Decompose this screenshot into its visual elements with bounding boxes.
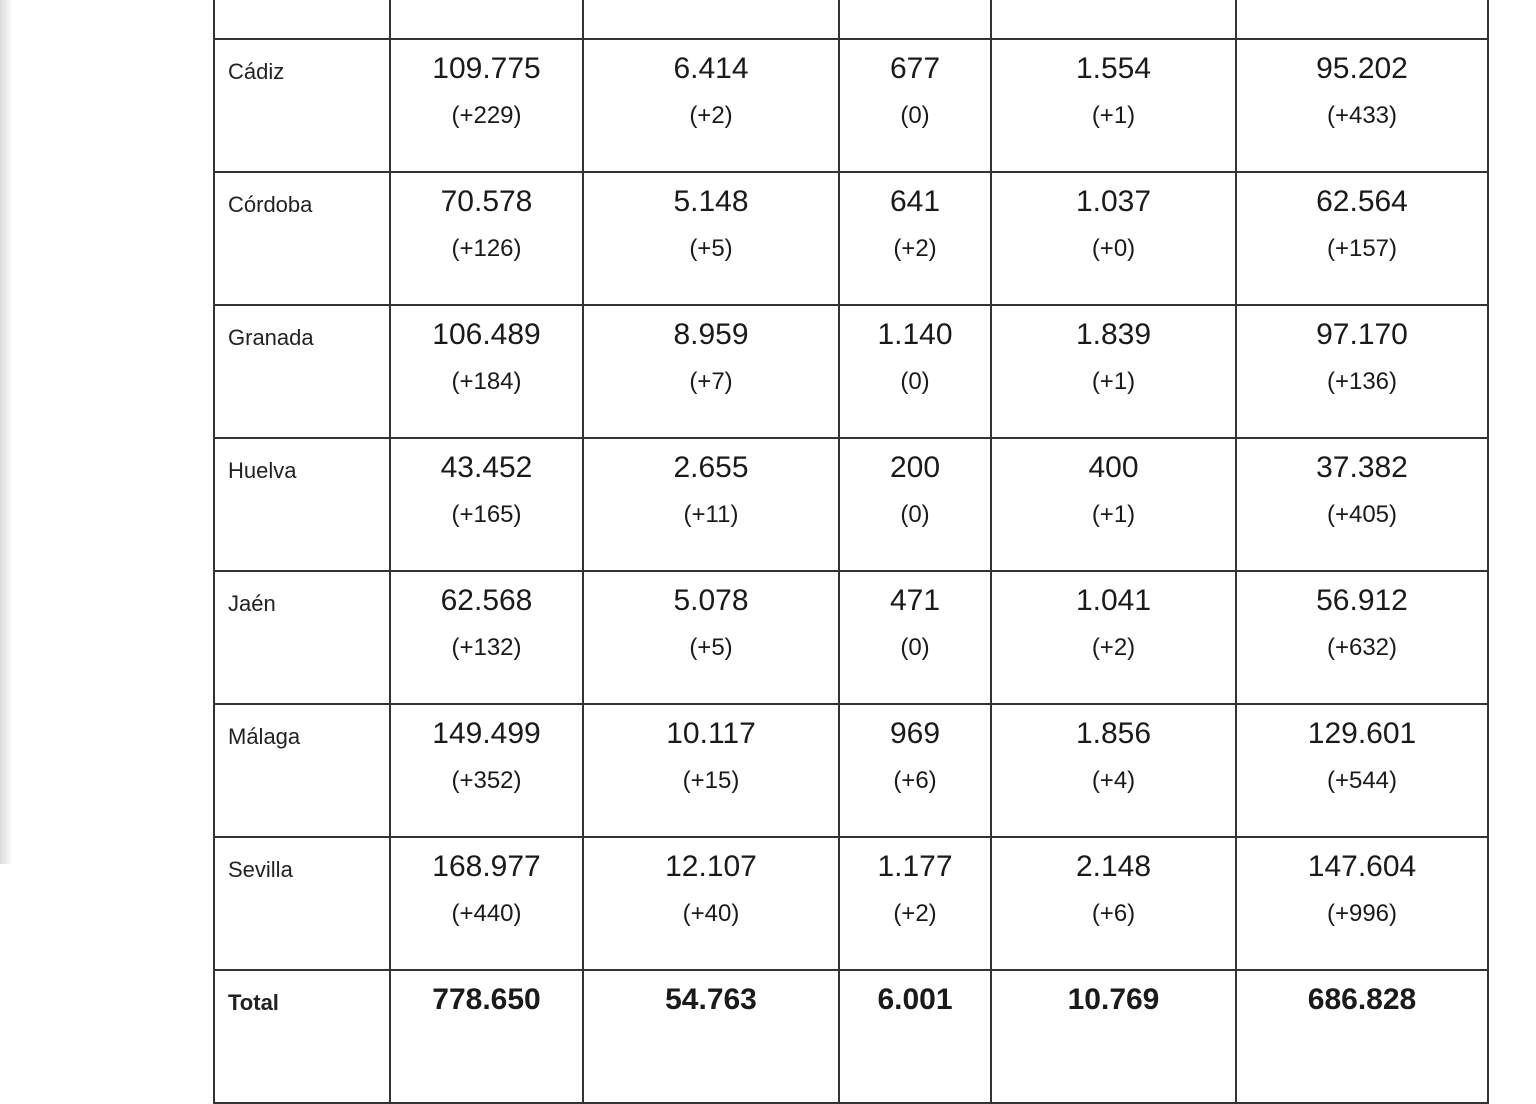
province-name: Córdoba	[214, 172, 390, 305]
table-cell	[1236, 305, 1488, 438]
table-cell	[1236, 39, 1488, 172]
cell-value: 6.414	[673, 52, 749, 85]
cell-delta: (0)	[900, 102, 930, 129]
cell-value: 5.078	[673, 584, 749, 617]
table-cell	[583, 837, 839, 970]
cell-value: 8.959	[673, 318, 749, 351]
cell-value: 95.202	[1316, 52, 1408, 85]
cell-value: 2.655	[673, 451, 749, 484]
table-cell	[583, 305, 839, 438]
province-name: Jaén	[214, 571, 390, 704]
table-cell	[1236, 704, 1488, 837]
cell-value: 471	[889, 584, 941, 617]
cell-delta: (+5)	[689, 235, 733, 262]
cell-delta: (+440)	[451, 900, 522, 927]
table-cell	[583, 0, 839, 39]
table-cell	[839, 837, 991, 970]
cell-value: 56.912	[1316, 584, 1408, 617]
table-cell	[839, 704, 991, 837]
cell-value: 1.856	[1075, 717, 1152, 750]
table-cell	[839, 39, 991, 172]
table-cell	[839, 438, 991, 571]
table-row	[214, 438, 1488, 571]
covid-province-table	[213, 0, 1489, 1104]
cell-value: 686.828	[1307, 983, 1417, 1016]
province-name: Cádiz	[214, 39, 390, 172]
table-row	[214, 39, 1488, 172]
cell-delta: (+6)	[1091, 900, 1136, 927]
table-cell	[583, 970, 839, 1103]
cell-value: 54.763	[665, 983, 757, 1016]
cell-delta: (+40)	[682, 900, 740, 927]
cell-delta: (+0)	[1091, 235, 1136, 262]
cell-value: 1.554	[1075, 52, 1152, 85]
cell-delta: (+5)	[689, 634, 733, 661]
cell-value: 62.564	[1316, 185, 1408, 218]
cell-value: 400	[1088, 451, 1139, 484]
cell-delta: (+405)	[1326, 501, 1398, 528]
table-cell	[839, 172, 991, 305]
table-row	[214, 0, 1488, 39]
table-cell	[991, 438, 1236, 571]
table-cell	[1236, 837, 1488, 970]
table-cell	[991, 704, 1236, 837]
cell-value: 1.177	[877, 850, 953, 883]
table-cell	[839, 305, 991, 438]
cell-value: 106.489	[432, 318, 541, 351]
table-row	[214, 172, 1488, 305]
table-cell	[839, 571, 991, 704]
table-cell	[991, 0, 1236, 39]
table-cell	[390, 39, 583, 172]
cell-value: 12.107	[665, 850, 757, 883]
cell-value: 1.041	[1075, 584, 1152, 617]
cell-delta: (+229)	[451, 102, 522, 129]
cell-value: 10.117	[666, 717, 756, 750]
cell-delta: (0)	[900, 501, 930, 528]
province-name: Huelva	[214, 438, 390, 571]
cell-value: 109.775	[432, 52, 541, 85]
table-cell	[390, 0, 583, 39]
table-cell	[991, 39, 1236, 172]
table-cell	[839, 970, 991, 1103]
cell-value: 969	[889, 717, 941, 750]
cell-value: 147.604	[1307, 850, 1417, 883]
table-cell	[991, 571, 1236, 704]
table-cell	[390, 970, 583, 1103]
table-cell	[583, 571, 839, 704]
table-cell	[583, 704, 839, 837]
province-name	[214, 0, 390, 39]
cell-delta: (+2)	[893, 235, 937, 262]
table-cell	[390, 172, 583, 305]
table-cell	[390, 704, 583, 837]
cell-delta: (+184)	[451, 368, 522, 395]
cell-value: 1.140	[877, 318, 953, 351]
cell-value: 37.382	[1316, 451, 1408, 484]
cell-delta: (0)	[900, 368, 930, 395]
cell-value: 62.568	[440, 584, 533, 617]
cell-value: 168.977	[432, 850, 541, 883]
cell-delta: (+1)	[1091, 501, 1136, 528]
table-row	[214, 704, 1488, 837]
cell-value: 5.148	[673, 185, 749, 218]
cell-delta: (+126)	[451, 235, 522, 262]
cell-delta: (0)	[900, 634, 930, 661]
cell-value: 129.601	[1307, 717, 1417, 750]
table-cell	[390, 305, 583, 438]
table-cell	[991, 172, 1236, 305]
table-cell	[1236, 970, 1488, 1103]
cell-delta: (+157)	[1326, 235, 1398, 262]
cell-value: 149.499	[432, 717, 541, 750]
cell-delta: (+165)	[451, 501, 522, 528]
table-cell	[583, 172, 839, 305]
cell-value: 1.839	[1075, 318, 1152, 351]
cell-delta: (+1)	[1091, 368, 1136, 395]
page-left-edge	[0, 0, 12, 864]
cell-delta: (+632)	[1326, 634, 1398, 661]
cell-delta: (+15)	[682, 767, 740, 794]
cell-delta: (+544)	[1326, 767, 1398, 794]
table-row	[214, 837, 1488, 970]
cell-delta: (+1)	[1091, 102, 1136, 129]
cell-value: 97.170	[1316, 318, 1408, 351]
table-cell	[1236, 0, 1488, 39]
table-cell	[991, 970, 1236, 1103]
cell-delta: (+136)	[1326, 368, 1398, 395]
cell-delta: (+2)	[1091, 634, 1136, 661]
cell-delta: (+11)	[683, 501, 739, 528]
table-cell	[991, 305, 1236, 438]
cell-delta: (+433)	[1326, 102, 1398, 129]
cell-value: 6.001	[877, 983, 953, 1016]
cell-delta: (+996)	[1326, 900, 1398, 927]
cell-delta: (+2)	[689, 102, 733, 129]
cell-value: 677	[889, 52, 941, 85]
table-cell	[390, 571, 583, 704]
table-cell	[583, 438, 839, 571]
table-cell	[583, 39, 839, 172]
cell-value: 70.578	[440, 185, 533, 218]
table-cell	[390, 837, 583, 970]
cell-delta: (+132)	[451, 634, 522, 661]
table-cell	[991, 837, 1236, 970]
cell-delta: (+352)	[451, 767, 522, 794]
cell-value: 200	[889, 451, 941, 484]
cell-value: 641	[889, 185, 941, 218]
cell-value: 778.650	[432, 983, 541, 1016]
cell-value: 2.148	[1075, 850, 1152, 883]
province-name: Málaga	[214, 704, 390, 837]
table-cell	[839, 0, 991, 39]
cell-delta: (+7)	[689, 368, 733, 395]
province-name: Sevilla	[214, 837, 390, 970]
total-label: Total	[214, 970, 390, 1103]
cell-value: 1.037	[1075, 185, 1152, 218]
data-table-container	[213, 0, 1487, 1104]
cell-value: 43.452	[440, 451, 533, 484]
province-name: Granada	[214, 305, 390, 438]
cell-delta: (+4)	[1091, 767, 1136, 794]
table-cell	[1236, 571, 1488, 704]
table-row	[214, 305, 1488, 438]
table-cell	[1236, 172, 1488, 305]
table-cell	[1236, 438, 1488, 571]
cell-value: 10.769	[1067, 983, 1160, 1016]
cell-delta: (+2)	[893, 900, 937, 927]
table-row	[214, 571, 1488, 704]
table-row-total	[214, 970, 1488, 1103]
table-cell	[390, 438, 583, 571]
cell-delta: (+6)	[893, 767, 937, 794]
